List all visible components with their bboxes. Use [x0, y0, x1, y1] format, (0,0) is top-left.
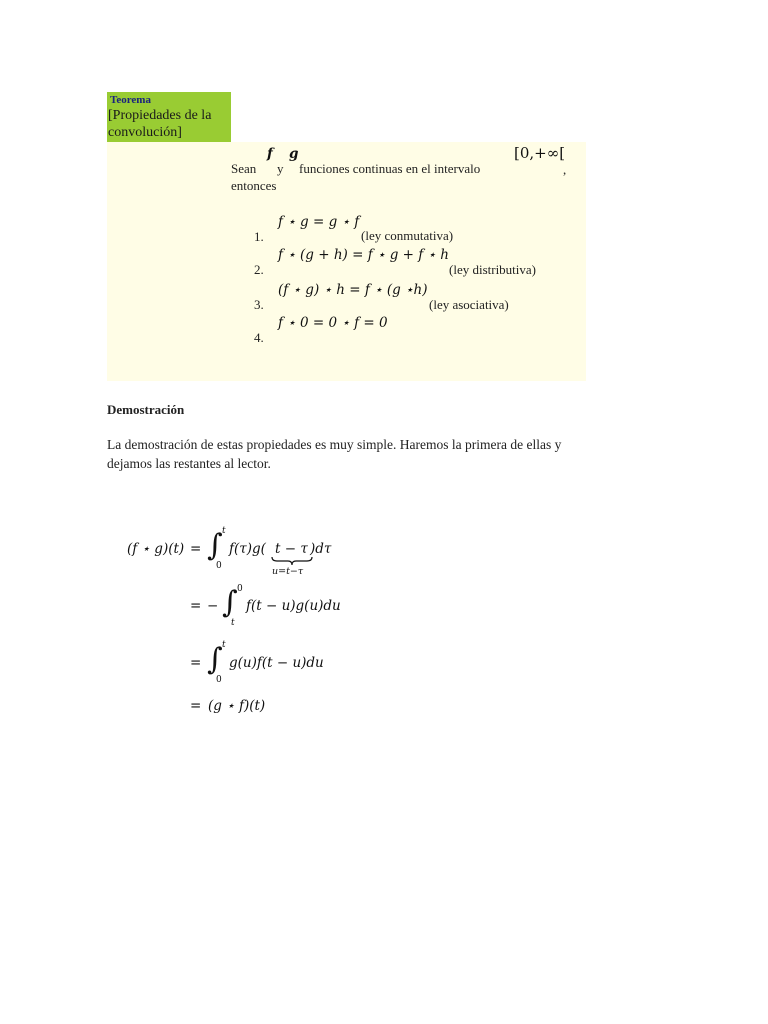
item-3-formula: (f ⋆ g) ⋆ h = f ⋆ (g ⋆h) — [278, 282, 428, 298]
proof-line1-integrand-a: f(τ)g( — [229, 541, 266, 557]
proof-line3-integrand: g(u)f(t − u)du — [229, 655, 324, 671]
demo-paragraph-line2: dejamos las restantes al lector. — [107, 456, 271, 471]
proof-eq-4: = — [190, 698, 202, 714]
intro-y: y — [277, 161, 284, 176]
theorem-name-line2: convolución] — [108, 125, 182, 140]
symbol-g: g — [289, 146, 299, 162]
theorem-title: Teorema — [110, 94, 151, 106]
theorem-body — [107, 142, 586, 381]
intro-end: entonces — [231, 178, 277, 193]
interval: [0,+∞[ — [514, 144, 566, 162]
integral-3-upper: t — [222, 640, 226, 650]
item-4-formula: f ⋆ 0 = 0 ⋆ f = 0 — [278, 315, 388, 331]
item-1-note: (ley conmutativa) — [361, 228, 454, 243]
integral-2-lower: t — [231, 618, 235, 628]
integral-3-sign: ∫ — [207, 642, 223, 677]
integral-1-sign: ∫ — [207, 528, 223, 563]
item-3-note: (ley asociativa) — [429, 297, 509, 312]
item-3-number: 3. — [254, 297, 264, 312]
theorem-name — [108, 107, 211, 141]
item-1-number: 1. — [254, 229, 264, 244]
integral-1-upper: t — [222, 526, 226, 536]
symbol-f: f — [267, 146, 273, 162]
underbrace-label: u=t−τ — [272, 566, 304, 577]
intro-middle: funciones continuas en el intervalo — [299, 161, 481, 176]
item-1-formula: f ⋆ g = g ⋆ f — [278, 214, 360, 230]
intro-sean: Sean — [231, 161, 257, 176]
proof-lhs: (f ⋆ g)(t) — [127, 541, 185, 557]
demo-paragraph-line1: La demostración de estas propiedades es muy simple. Haremos la primera de ellas y — [107, 437, 562, 452]
integral-2-sign: ∫ — [222, 585, 238, 620]
theorem-name-line1: [Propiedades de la — [108, 108, 212, 123]
integral-1-lower: 0 — [216, 561, 222, 571]
demo-title: Demostración — [107, 402, 185, 417]
proof-line1-integrand-b: )dτ — [310, 541, 332, 557]
item-2-note: (ley distributiva) — [449, 262, 537, 277]
item-4-number: 4. — [254, 330, 264, 345]
integral-3-lower: 0 — [216, 675, 222, 685]
underbrace — [271, 556, 313, 566]
intro-comma: , — [563, 162, 567, 177]
proof-line1-underbrace-term: t − τ — [275, 541, 308, 557]
proof-eq-1: = — [190, 541, 202, 557]
proof-line2-integrand: f(t − u)g(u)du — [246, 598, 341, 614]
theorem-label-box — [107, 92, 231, 142]
proof-line4: (g ⋆ f)(t) — [208, 698, 266, 714]
item-2-number: 2. — [254, 262, 264, 277]
integral-2-upper: 0 — [237, 584, 243, 594]
proof-eq-3: = — [190, 655, 202, 671]
item-2-formula: f ⋆ (g + h) = f ⋆ g + f ⋆ h — [278, 247, 449, 263]
proof-eq-2: = — [190, 598, 202, 614]
proof-line2-minus: − — [207, 598, 219, 614]
